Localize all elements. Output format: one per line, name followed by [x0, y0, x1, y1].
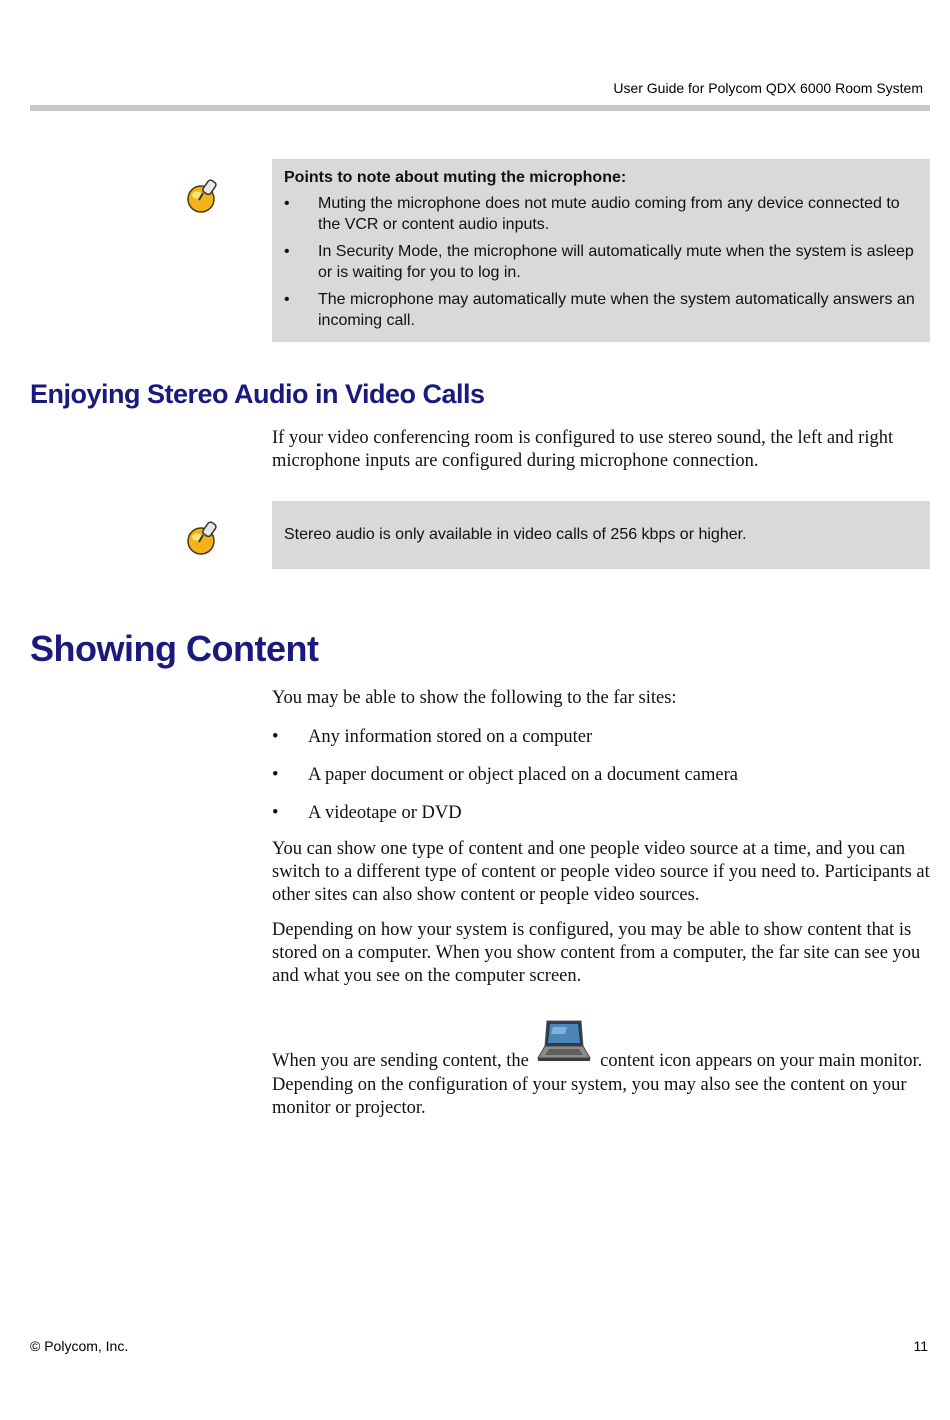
pushpin-note-icon	[184, 518, 224, 558]
note-item-text: The microphone may automatically mute when the system automatically answers an incoming call.	[318, 291, 915, 329]
list-item-text: A paper document or object placed on a document camera	[308, 765, 738, 785]
paragraph-content-intro: You may be able to show the following to the far sites:	[272, 688, 677, 708]
section-heading-stereo-audio: Enjoying Stereo Audio in Video Calls	[30, 379, 485, 409]
note-item-text: In Security Mode, the microphone will automatically mute when the system is asleep or is waiting for you to log in.	[318, 243, 914, 281]
paragraph-stereo-audio: If your video conferencing room is configured to use stereo sound, the left and right microphone inputs are configured during microphone connection.	[272, 428, 894, 471]
bullet: •	[284, 195, 290, 212]
paragraph-content-computer: Depending on how your system is configured, you may be able to show content that is stored on a computer. When you show content from a computer, the far site can see you and what you see on the computer screen.	[272, 920, 921, 986]
note-muting-microphone	[272, 159, 930, 342]
footer-copyright: © Polycom, Inc.	[30, 1338, 129, 1354]
paragraph-sending-content	[272, 1028, 934, 1120]
note-text: Stereo audio is only available in video calls of 256 kbps or higher.	[284, 526, 747, 543]
bullet: •	[284, 243, 290, 260]
note-title: Points to note about muting the microphone:	[284, 169, 627, 186]
paragraph-text-before-icon: When you are sending content, the	[272, 1051, 529, 1071]
list-item-text: A videotape or DVD	[308, 803, 462, 823]
bullet: •	[272, 727, 279, 747]
section-heading-showing-content: Showing Content	[30, 628, 319, 669]
paragraph-content-sources: You can show one type of content and one people video source at a time, and you can switch to a different type of content or people video source if you need to. Participants at other sites can also show content or people video sources.	[272, 839, 930, 905]
bullet: •	[272, 803, 279, 823]
note-list-item	[284, 289, 918, 331]
pushpin-note-icon	[184, 176, 224, 216]
running-header: User Guide for Polycom QDX 6000 Room System	[613, 80, 923, 96]
bullet: •	[272, 765, 279, 785]
note-list-item	[284, 241, 918, 283]
bullet: •	[284, 291, 290, 308]
note-item-text: Muting the microphone does not mute audio coming from any device connected to the VCR or content audio inputs.	[318, 195, 900, 233]
note-stereo-bandwidth	[272, 501, 930, 569]
footer-page-number: 11	[913, 1338, 928, 1354]
header-rule	[30, 105, 930, 111]
laptop-content-icon	[537, 1018, 591, 1064]
list-item-text: Any information stored on a computer	[308, 727, 593, 747]
paragraph-text-after-icon: content icon appears on your main monitor. Depending on the configuration of your system, you may also see the content on your monitor or projector.	[272, 1051, 923, 1118]
note-list-item	[284, 193, 918, 235]
